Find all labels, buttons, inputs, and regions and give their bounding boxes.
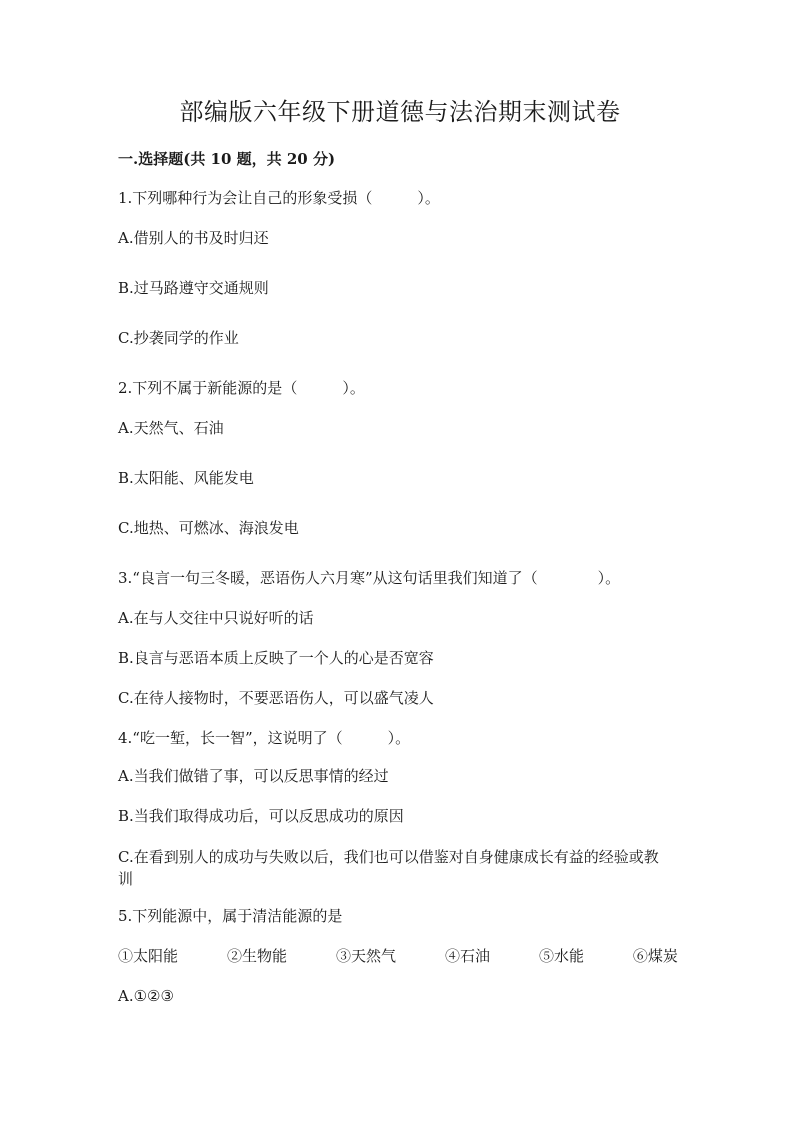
- page-title: 部编版六年级下册道德与法治期末测试卷: [179, 98, 621, 126]
- question-3-option-c: C.在待人接物时，不要恶语伤人，可以盛气凌人: [118, 689, 434, 707]
- question-4-stem: 4.“吃一堑，长一智”，这说明了（ ）。: [118, 729, 411, 747]
- question-5-item-4: ④石油: [444, 947, 490, 965]
- question-3-option-b: B.良言与恶语本质上反映了一个人的心是否宽容: [118, 649, 434, 667]
- question-2-option-b: B.太阳能、风能发电: [118, 469, 254, 487]
- question-5-item-5: ⑤水能: [538, 947, 584, 965]
- question-1-option-a: A.借别人的书及时归还: [118, 229, 269, 247]
- question-2-option-c: C.地热、可燃冰、海浪发电: [118, 519, 299, 537]
- question-4-option-c: C.在看到别人的成功与失败以后，我们也可以借鉴对自身健康成长有益的经验或教训: [118, 848, 659, 888]
- question-5-option-a: A.①②③: [118, 987, 174, 1005]
- section-heading: 一.选择题(共 10 题，共 20 分): [118, 150, 336, 168]
- question-1-option-b: B.过马路遵守交通规则: [118, 279, 269, 297]
- question-5-item-2: ②生物能: [226, 947, 287, 965]
- question-4-option-b: B.当我们取得成功后，可以反思成功的原因: [118, 807, 404, 825]
- question-2-stem: 2.下列不属于新能源的是（ ）。: [118, 379, 365, 397]
- question-2-option-a: A.天然气、石油: [118, 419, 224, 437]
- question-5-items-row: [118, 944, 678, 968]
- question-5-item-6: ⑥煤炭: [632, 947, 678, 965]
- question-1-stem: 1.下列哪种行为会让自己的形象受损（ ）。: [118, 189, 440, 207]
- question-3-stem: 3.“良言一句三冬暖，恶语伤人六月寒”从这句话里我们知道了（ ）。: [118, 569, 621, 587]
- question-3-option-a: A.在与人交往中只说好听的话: [118, 609, 314, 627]
- question-5-stem: 5.下列能源中，属于清洁能源的是: [118, 907, 343, 925]
- question-1-option-c: C.抄袭同学的作业: [118, 329, 239, 347]
- question-5-item-3: ③天然气: [335, 947, 396, 965]
- question-5-item-1: ①太阳能: [118, 947, 179, 965]
- question-4-option-a: A.当我们做错了事，可以反思事情的经过: [118, 767, 389, 785]
